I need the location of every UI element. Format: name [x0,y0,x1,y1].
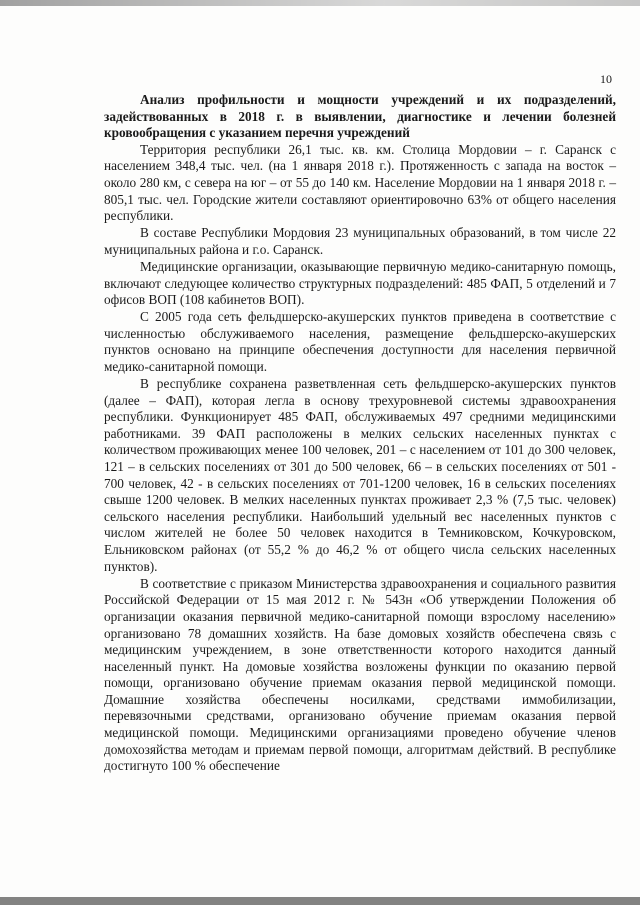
section-heading: Анализ профильности и мощности учреждений и их подразделений, задействованных в 2018 г. в выявлении, диагностике и лечении болезней кровообращения с указанием перечня учреждений [104,92,616,141]
paragraph-home-households: В соответствие с приказом Министерства здравоохранения и социального развития Российской Федерации от 15 мая 2012 г. № 543н «Об утверждении Положения об организации оказания первичной медико-санитарной помощи взрослому населению» организовано 78 домашних хозяйств. На базе домовых хозяйств обеспечена связь с медицинским учреждением, в зоне ответственности которого находится данный населенный пункт. На домовые хозяйства возложены функции по оказанию первой помощи, организовано обучение приемам оказания первой медицинской помощи. Домашние хозяйства обеспечены носилками, средствами иммобилизации, перевязочными средствами, организовано обучение приемам оказания первой медицинской помощи. Медицинскими организациями проведено обучение членов домохозяйства методам и приемам первой помощи, алгоритмам действий. В республике достигнуто 100 % обеспечение [104,575,616,774]
paragraph-territory: Территория республики 26,1 тыс. кв. км. Столица Мордовии – г. Саранск с населением 348,4 тыс. чел. (на 1 января 2018 г.). Протяженность с запада на восток – около 280 км, с севера на юг – от 55 до 140 км. Население Мордовии на 1 января 2018 г. – 805,1 тыс. чел. Городские жители составляют ориентировочно 63% от общего населения республики. [104,141,616,224]
paragraph-medical-organizations: Медицинские организации, оказывающие первичную медико-санитарную помощь, включают следующее количество структурных подразделений: 485 ФАП, 5 отделений и 7 офисов ВОП (108 кабинетов ВОП). [104,258,616,308]
paragraph-municipalities: В составе Республики Мордовия 23 муниципальных образований, в том числе 22 муниципальных района и г.о. Саранск. [104,225,616,257]
page-number: 10 [600,72,612,86]
paragraph-fap-network-2005: С 2005 года сеть фельдшерско-акушерских пунктов приведена в соответствие с численностью обслуживаемого населения, размещение фельдшерско-акушерских пунктов основано на принципе обеспечения доступности для населения первичной медико-санитарной помощи. [104,309,616,374]
scan-top-edge [0,0,640,6]
paragraph-fap-details: В республике сохранена разветвленная сеть фельдшерско-акушерских пунктов (далее – ФАП), которая легла в основу трехуровневой системы здравоохранения республики. Функционирует 485 ФАП, обслуживаемых 497 средними медицинскими работниками. 39 ФАП расположены в мелких сельских населенных пунктах с количеством проживающих менее 100 человек, 201 – с населением от 101 до 300 человек, 121 – в сельских поселениях от 301 до 500 человек, 66 – в сельских поселениях от 501 - 700 человек, 42 - в сельских поселениях от 701-1200 человек, 16 в сельских поселениях свыше 1200 человек. В мелких населенных пунктах проживает 2,3 % (7,5 тыс. человек) сельского населения республики. Наибольший удельный вес населенных пунктов с числом жителей не более 50 человек находится в Темниковском, Кочкуровском, Ельниковском районах (от 55,2 % до 46,2 % от общего числа сельских населенных пунктов). [104,376,616,574]
document-body [104,92,616,775]
scan-bottom-edge [0,897,640,905]
